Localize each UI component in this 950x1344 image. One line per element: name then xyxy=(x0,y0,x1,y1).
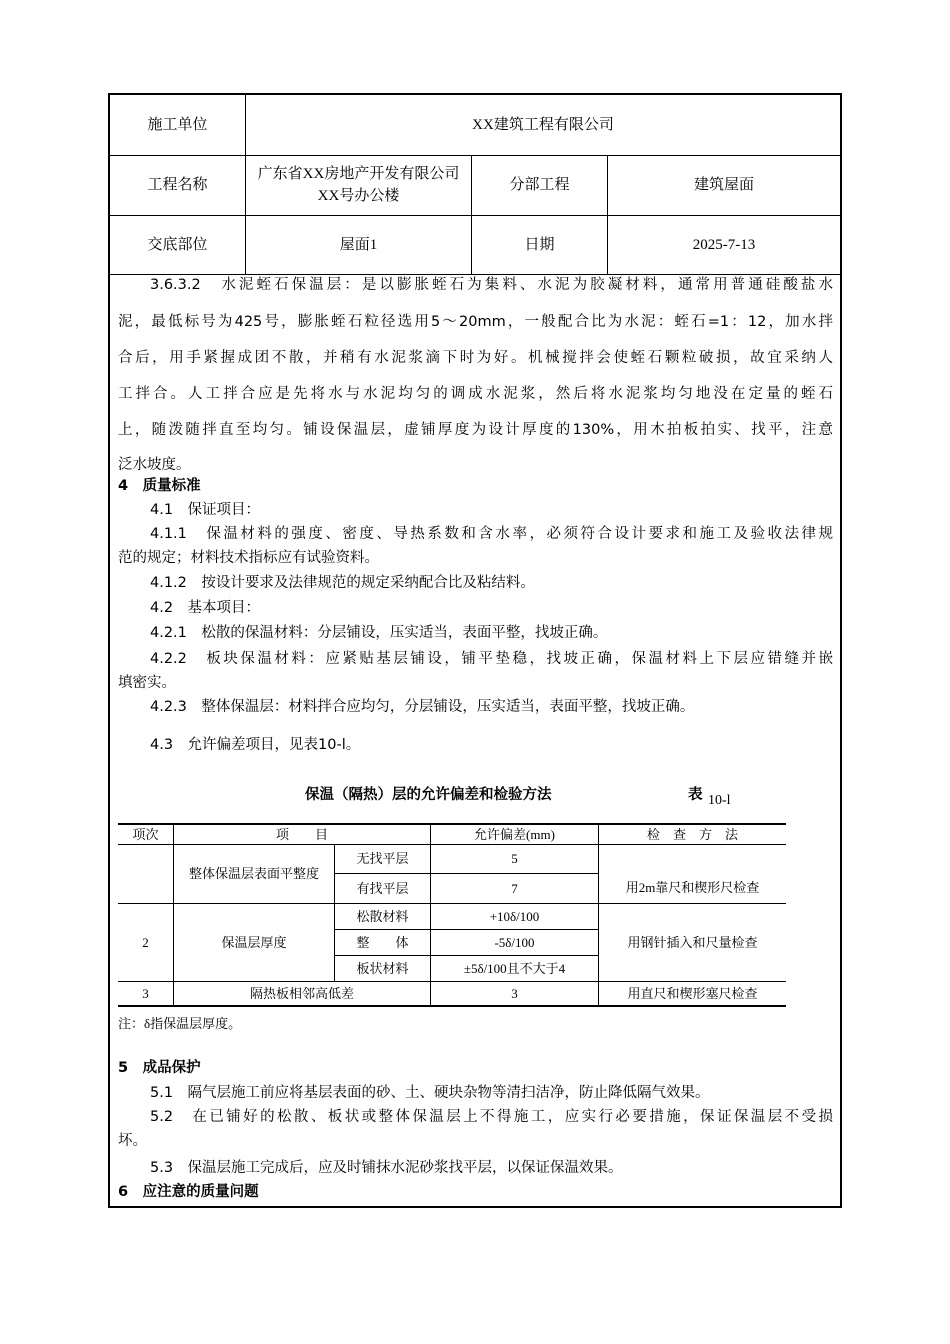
table-row2-sub1: 松散材料 xyxy=(356,908,409,924)
para-3632-line3: 合后，用手紧握成团不散，并稍有水泥浆滴下时为好。机械搅拌会使蛭石颗粒破损，故宜采纳人 xyxy=(118,350,833,366)
header-row-location xyxy=(110,215,840,275)
para-3632-line5: 上，随泼随拌直至均匀。铺设保温层，虚铺厚度为设计厚度的130%，用木拍板拍实、找平，注意 xyxy=(118,422,833,438)
table-row1-sub1: 无找平层 xyxy=(356,851,409,866)
table-row1-item: 整体保温层表面平整度 xyxy=(188,866,319,881)
section-4-2: 4.2 基本项目： xyxy=(150,600,261,616)
table-row2-sub2: 整 体 xyxy=(356,934,409,950)
section-4-1-2: 4.1.2 按设计要求及法律规范的规定采纳配合比及粘结料。 xyxy=(150,575,535,591)
table-header-deviation: 允许偏差(mm) xyxy=(474,826,555,842)
table-row1-sub2: 有找平层 xyxy=(356,880,409,896)
table-title: 保温（隔热）层的允许偏差和检验方法 xyxy=(305,787,552,803)
date-value: 2025-7-13 xyxy=(692,236,756,253)
section-4-1-1-line2: 范的规定；材料技术指标应有试验资料。 xyxy=(118,550,379,566)
table-row2-val3: ±5δ/100且不大于4 xyxy=(463,960,566,976)
section-5-2-line2: 坏。 xyxy=(118,1133,147,1149)
document-frame xyxy=(108,93,842,1208)
section-4-3: 4.3 允许偏差项目，见表10-l。 xyxy=(150,737,361,753)
table-row2-item: 保温层厚度 xyxy=(221,934,287,950)
table-row3-val: 3 xyxy=(511,985,518,1001)
table-row3-method: 用直尺和楔形塞尺检查 xyxy=(627,985,758,1001)
sub-project-value: 建筑屋面 xyxy=(693,177,754,193)
section-5-2-line1: 5.2 在已铺好的松散、板状或整体保温层上不得施工，应实行必要措施，保证保温层不受损 xyxy=(150,1109,833,1125)
table-row1-method: 用2m靠尺和楔形尺检查 xyxy=(625,880,760,895)
date-label: 日期 xyxy=(472,215,608,274)
table-number-prefix: 表 xyxy=(688,787,703,803)
para-3632-line4: 工拌合。人工拌合应是先将水与水泥均匀的调成水泥浆，然后将水泥浆均匀地没在定量的蛭石 xyxy=(118,386,833,402)
section-4-heading: 4 质量标准 xyxy=(118,478,201,494)
para-3632-line6: 泛水坡度。 xyxy=(118,457,191,473)
header-row-unit xyxy=(110,95,840,156)
table-header-no: 项次 xyxy=(132,826,159,842)
table-row1-val2: 7 xyxy=(511,880,518,896)
section-4-2-2-line2: 填密实。 xyxy=(118,675,176,691)
section-5-heading: 5 成品保护 xyxy=(118,1060,201,1076)
table-row3-no: 3 xyxy=(142,985,149,1001)
table-header-method: 检 查 方 法 xyxy=(646,826,738,842)
section-4-1: 4.1 保证项目： xyxy=(150,502,261,518)
section-4-1-1-line1: 4.1.1 保温材料的强度、密度、导热系数和含水率，必须符合设计要求和施工及验收法律规 xyxy=(150,526,833,542)
section-6-heading: 6 应注意的质量问题 xyxy=(118,1184,259,1200)
table-number: 10-l xyxy=(708,793,731,808)
table-header-item: 项 目 xyxy=(275,826,328,842)
table-row2-no: 2 xyxy=(142,934,149,950)
table-note: 注：δ指保温层厚度。 xyxy=(118,1016,242,1031)
table-row3-item: 隔热板相邻高低差 xyxy=(249,985,354,1001)
section-4-2-3: 4.2.3 整体保温层：材料拌合应均匀，分层铺设，压实适当，表面平整，找坡正确。 xyxy=(150,699,695,715)
construction-unit-label: 施工单位 xyxy=(110,95,246,155)
section-4-2-1: 4.2.1 松散的保温材料：分层铺设，压实适当，表面平整，找坡正确。 xyxy=(150,625,608,641)
deviation-table xyxy=(118,823,786,1007)
location-label: 交底部位 xyxy=(110,215,246,274)
sub-project-label: 分部工程 xyxy=(472,155,608,215)
section-5-1: 5.1 隔气层施工前应将基层表面的砂、土、硬块杂物等清扫洁净，防止降低隔气效果。 xyxy=(150,1085,710,1101)
para-3632-line2: 泥，最低标号为425号，膨胀蛭石粒径选用5～20mm，一般配合比为水泥：蛭石=1：12，加水拌 xyxy=(118,314,833,330)
project-name-value: 广东省XX房地产开发有限公司XX号办公楼 xyxy=(246,155,472,215)
project-name-label: 工程名称 xyxy=(110,155,246,215)
para-3632-line1: 3.6.3.2 水泥蛭石保温层：是以膨胀蛭石为集料、水泥为胶凝材料，通常用普通硅酸盐水 xyxy=(150,277,833,293)
table-row1-val1: 5 xyxy=(511,851,518,866)
header-row-project xyxy=(110,155,840,216)
table-row2-val1: +10δ/100 xyxy=(489,908,540,924)
table-row2-method: 用钢针插入和尺量检查 xyxy=(627,934,758,950)
table-row2-sub3: 板状材料 xyxy=(356,960,409,976)
section-5-3: 5.3 保温层施工完成后，应及时铺抹水泥砂浆找平层，以保证保温效果。 xyxy=(150,1160,623,1176)
section-4-2-2-line1: 4.2.2 板块保温材料：应紧贴基层铺设，铺平垫稳，找坡正确，保温材料上下层应错缝并嵌 xyxy=(150,651,833,667)
table-row2-val2: -5δ/100 xyxy=(494,934,535,950)
location-value: 屋面1 xyxy=(246,215,472,274)
construction-unit-value: XX建筑工程有限公司 xyxy=(472,117,614,133)
